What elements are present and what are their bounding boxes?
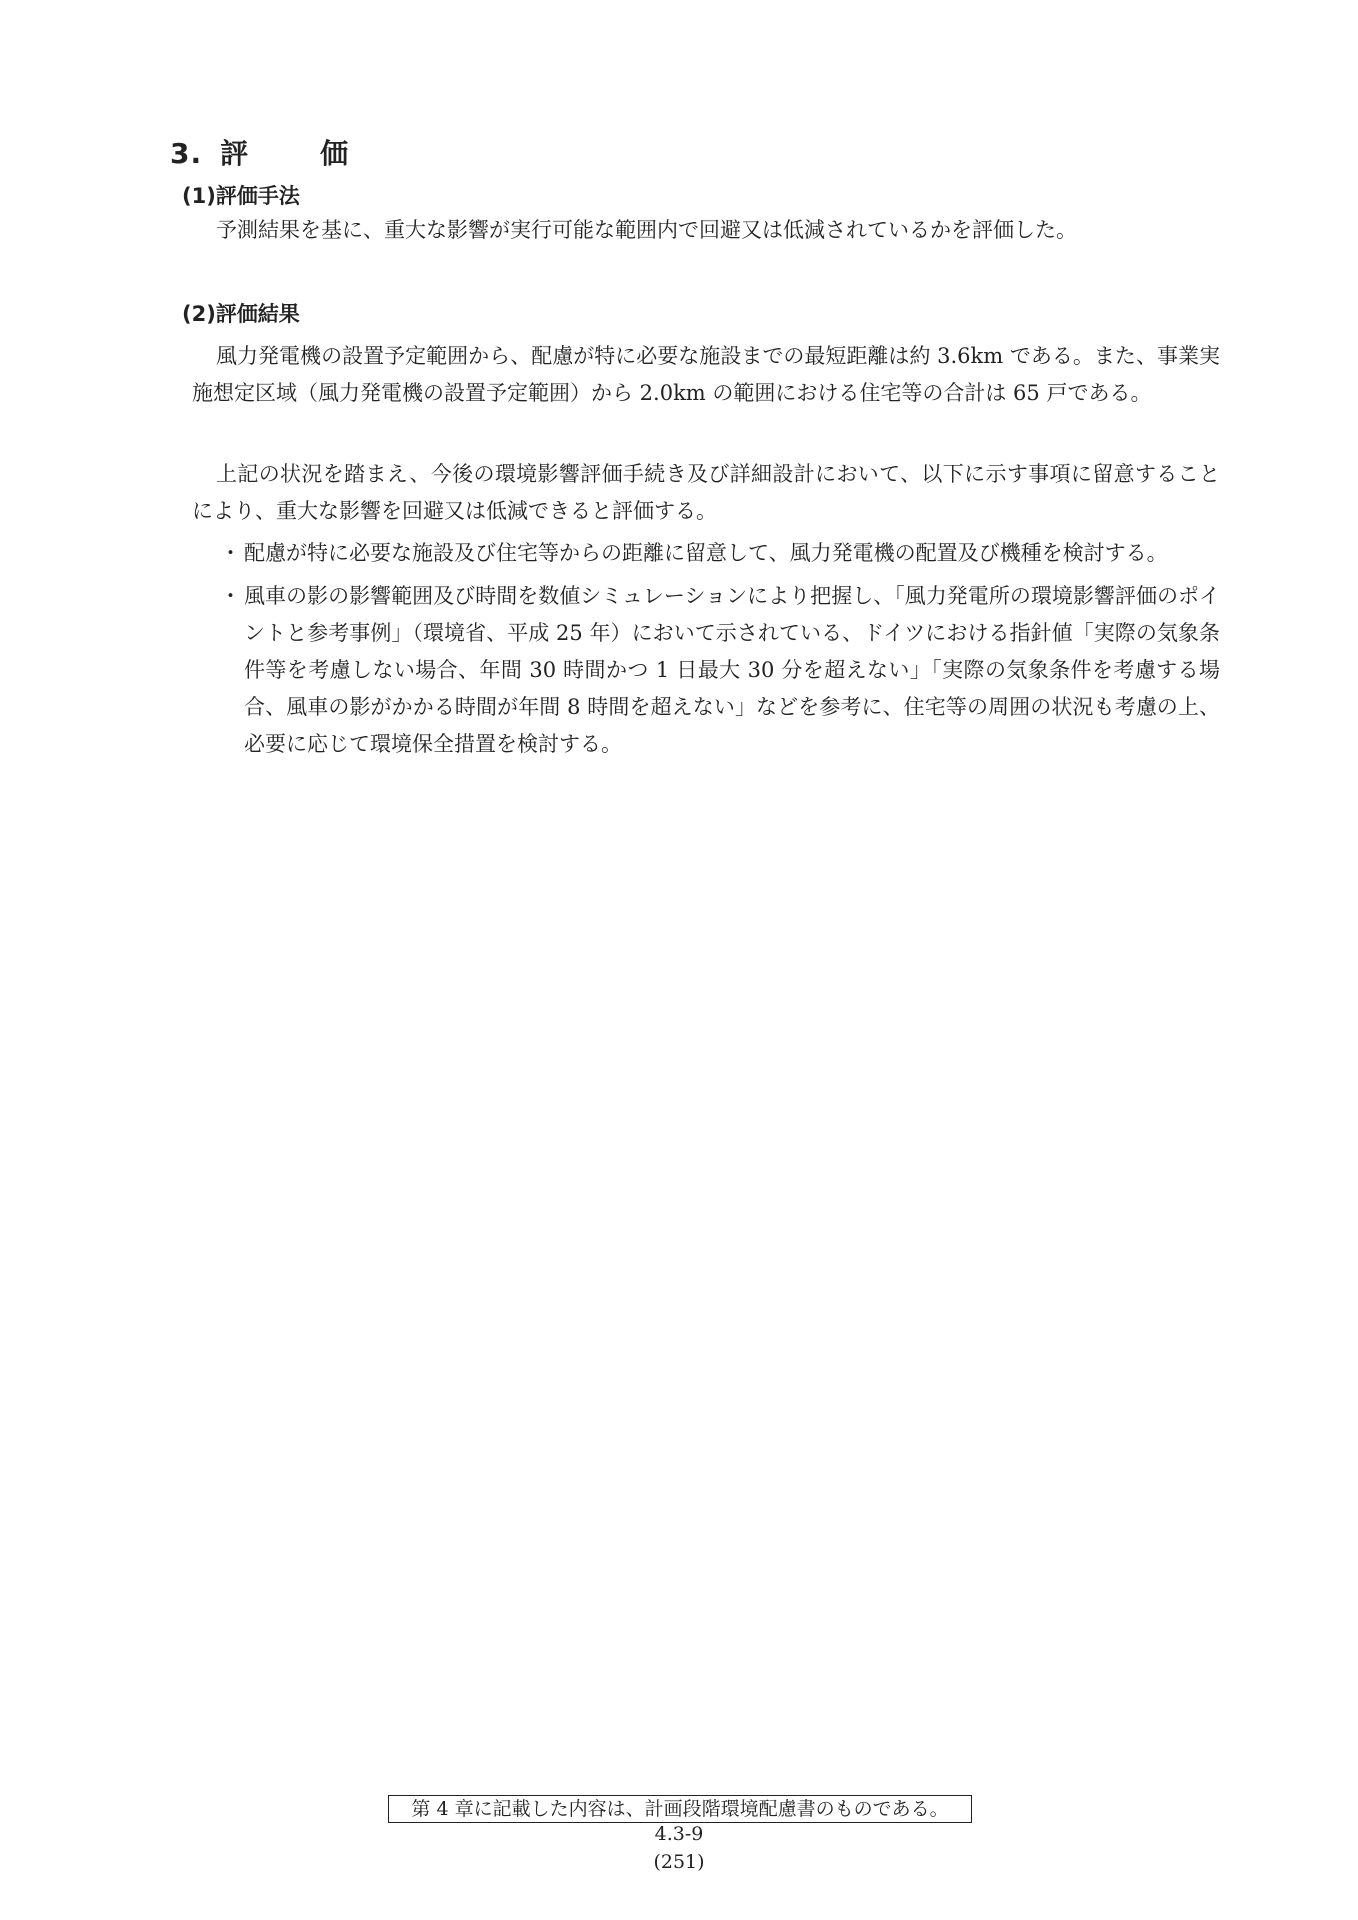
method-paragraph: 予測結果を基に、重大な影響が実行可能な範囲内で回避又は低減されているかを評価した。 — [216, 218, 1077, 242]
list-item-text: 風車の影の影響範囲及び時間を数値シミュレーションにより把握し、「風力発電所の環境影響評価のポイントと参考事例」（環境省、平成 25 年）において示されている、ドイツにおける指針値「実際の気象条件等を考慮しない場合、年間 30 時間かつ 1 日最大 30 分を超えない」「実際の気象条件を考慮する場合、風車の影がかかる時間が年間 8 時間を超えない」などを参考に、住宅等の周囲の状況も考慮の上、必要に応じて環境保全措置を検討する。 — [244, 584, 1220, 756]
page-number: 4.3-9 — [654, 1823, 704, 1845]
result-paragraph-2: 上記の状況を踏まえ、今後の環境影響評価手続き及び詳細設計において、以下に示す事項に留意することにより、重大な影響を回避又は低減できると評価する。 — [192, 462, 1220, 523]
footer-note: 第 4 章に記載した内容は、計画段階環境配慮書のものである。 — [388, 1795, 972, 1823]
list-item — [220, 578, 1220, 763]
method-heading: (1)評価手法 — [182, 184, 300, 208]
section-title — [170, 132, 370, 172]
bullet-marker: ・ — [220, 584, 241, 608]
list-item-text: 配慮が特に必要な施設及び住宅等からの距離に留意して、風力発電機の配置及び機種を検討する。 — [244, 541, 1168, 565]
section-number: 3. — [170, 137, 203, 170]
result-paragraph-1: 風力発電機の設置予定範囲から、配慮が特に必要な施設までの最短距離は約 3.6km である。また、事業実施想定区域（風力発電機の設置予定範囲）から 2.0km の範囲における住宅等の合計は 65 戸である。 — [192, 344, 1220, 405]
measures-list — [220, 535, 1220, 769]
bullet-marker: ・ — [220, 541, 241, 565]
list-item — [220, 535, 1220, 572]
result-heading: (2)評価結果 — [182, 302, 300, 326]
section-heading: 評 価 — [220, 137, 371, 170]
page-total: (251) — [653, 1851, 705, 1873]
